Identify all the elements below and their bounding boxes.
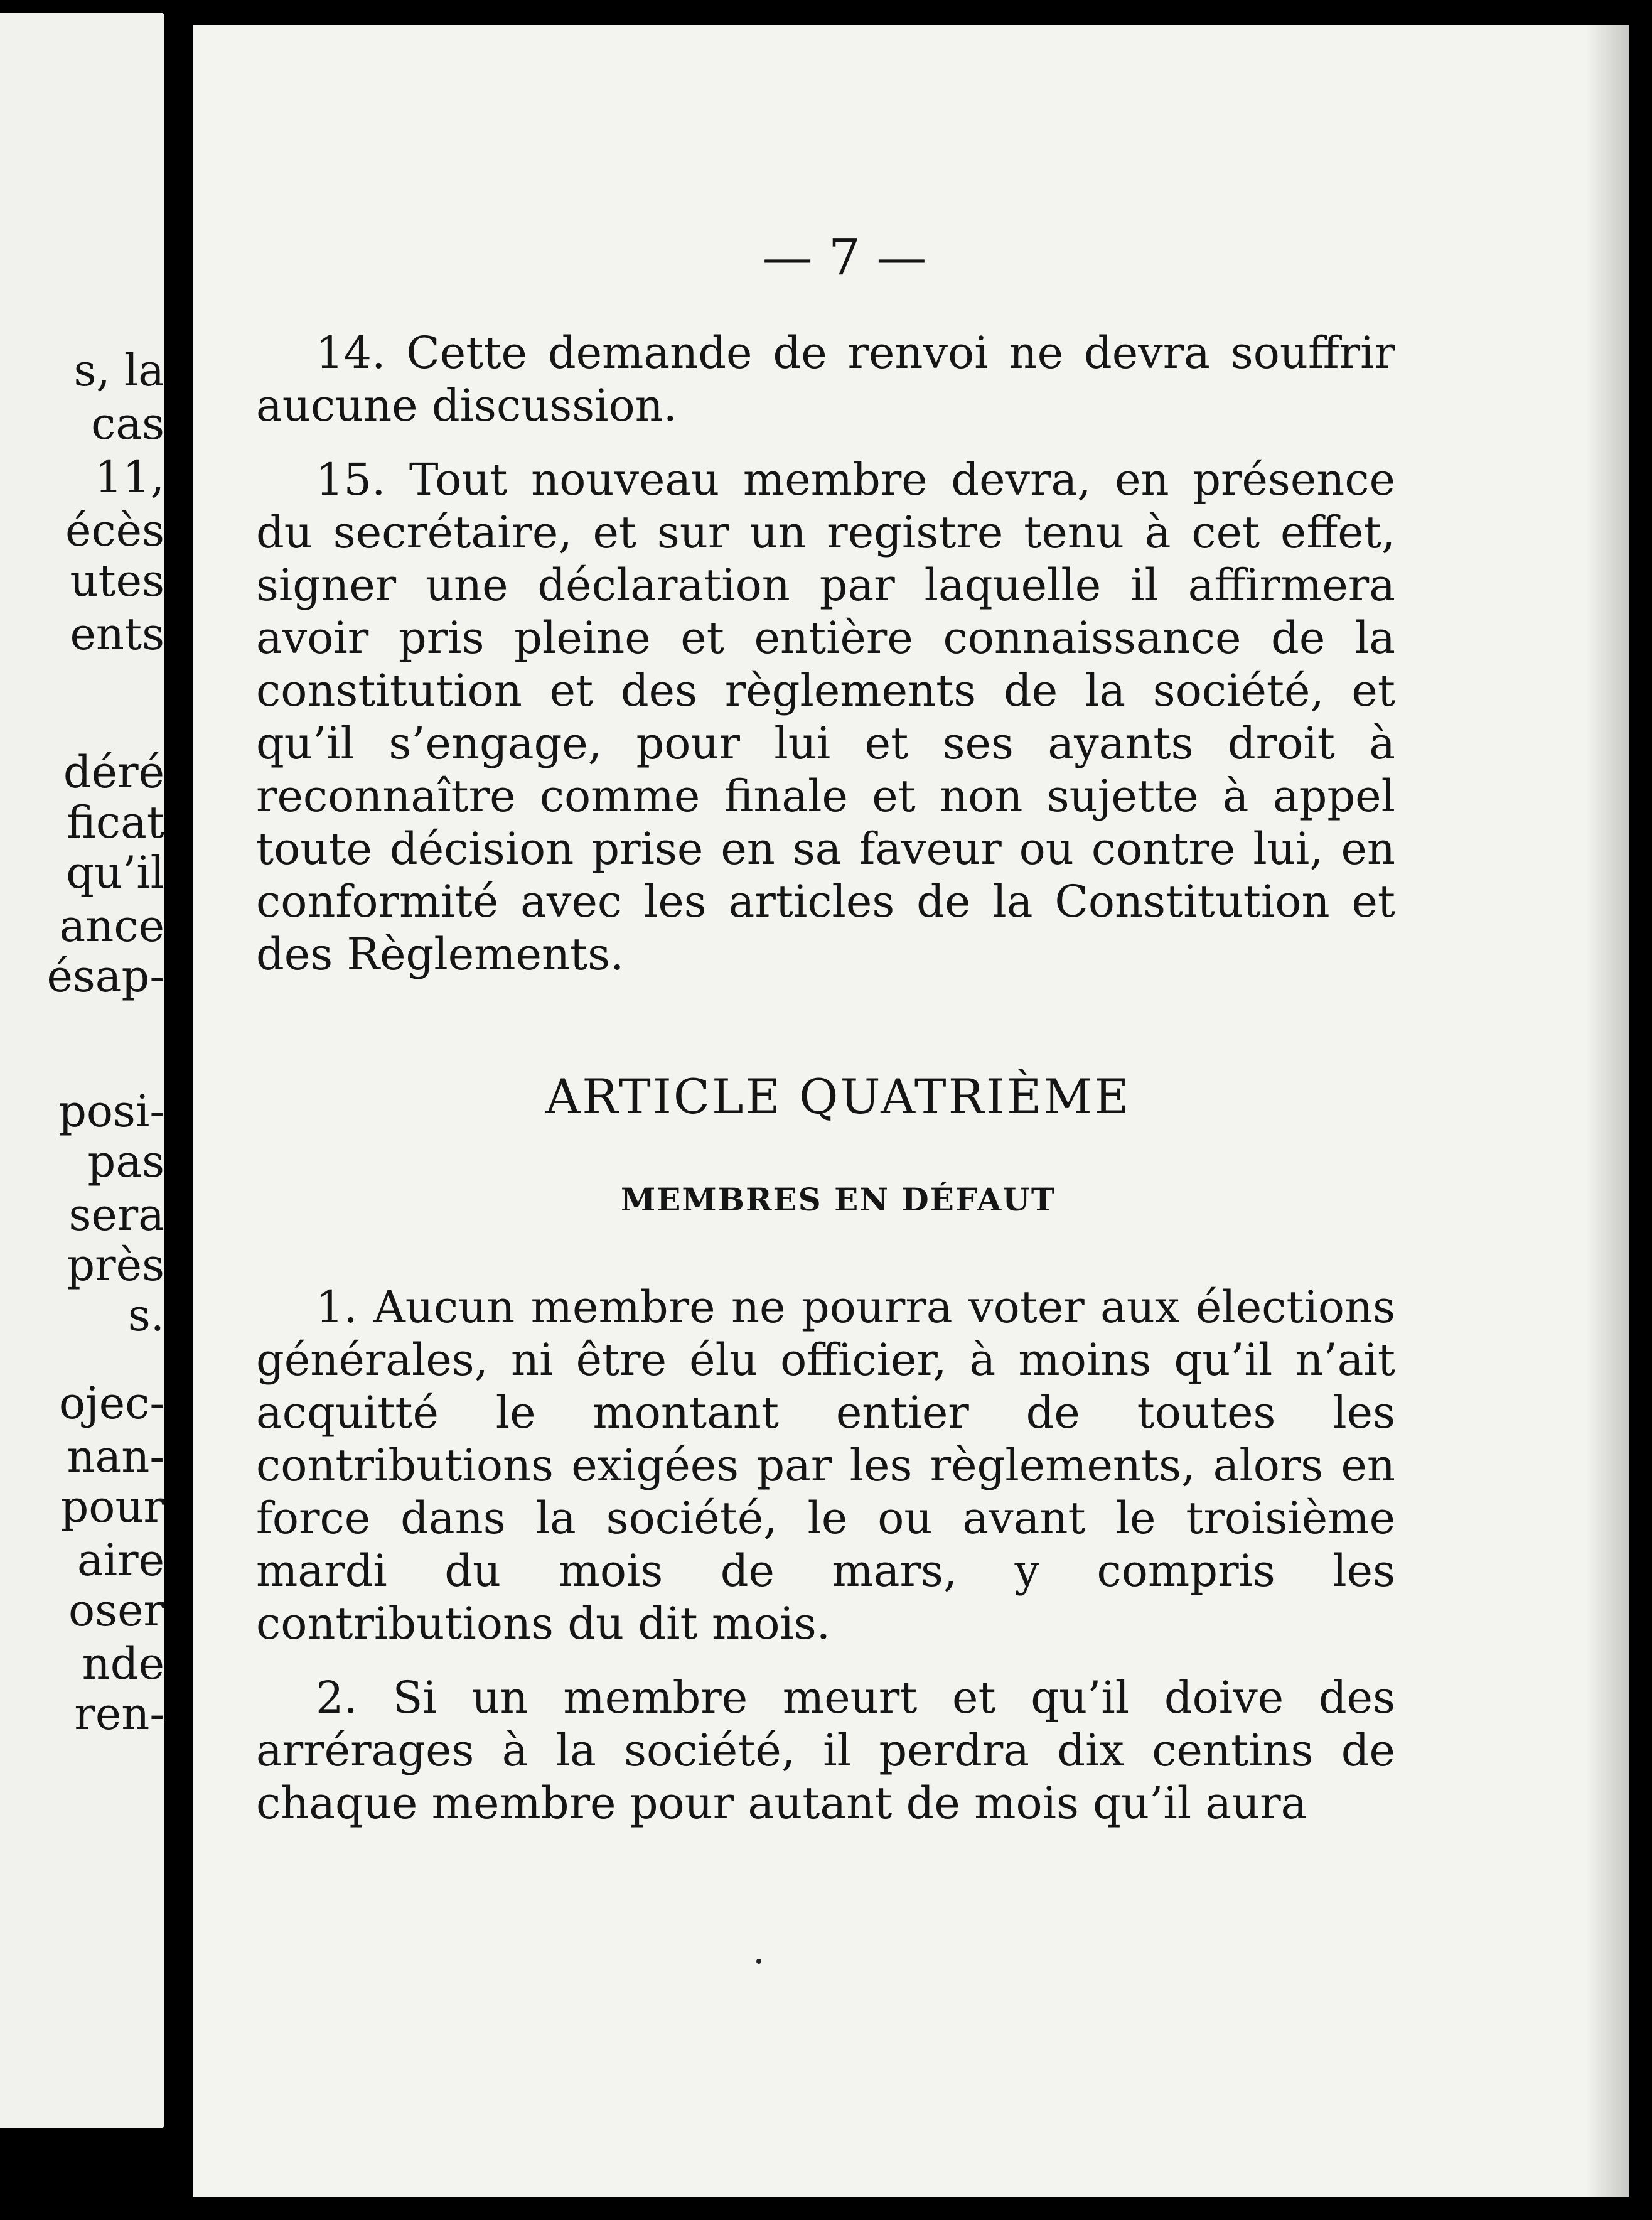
left-page-fragment: aire	[77, 1534, 164, 1586]
ink-speck	[756, 1959, 761, 1964]
page-edge-shadow	[1585, 25, 1629, 2197]
paragraph-15: 15. Tout nouveau membre devra, en présence du secrétaire, et sur un registre tenu à cet effet, signer une déclaration par laquelle il affirmera avoir pris pleine et entière connaissance de la constitution et des règlements de la société, et qu’il s’engage, pour lui et ses ayants droit à reconnaître comme finale et non sujette à appel toute décision prise en sa faveur ou contre lui, en conformité avec les articles de la Constitution et des Règlements.	[256, 454, 1395, 980]
left-page-fragment: écès	[65, 505, 164, 556]
left-page-fragment: pas	[87, 1136, 164, 1187]
left-page-fragment: ésap-	[46, 951, 164, 1002]
paragraph-2: 2. Si un membre meurt et qu’il doive des arrérages à la société, il perdra dix centins de chaque membre pour autant de mois qu’il aura	[256, 1672, 1395, 1829]
left-page-fragment: déré	[63, 746, 164, 798]
left-page-fragment: ficat	[67, 797, 164, 848]
left-page-fragment: utes	[70, 555, 164, 606]
section-title: MEMBRES EN DÉFAUT	[620, 1181, 1056, 1218]
left-page-fragment: s.	[127, 1290, 164, 1341]
left-page-fragment: oser	[68, 1585, 164, 1636]
left-page-fragment: cas	[91, 398, 164, 450]
left-page-fragment: sera	[68, 1189, 164, 1241]
left-page-fragment: ren-	[74, 1688, 164, 1740]
left-page	[0, 13, 164, 2128]
left-page-fragment: ents	[70, 608, 164, 660]
book-spine	[164, 0, 193, 2220]
left-page-fragment: ojec-	[58, 1377, 164, 1429]
left-page-fragment: ance	[59, 900, 164, 952]
right-page	[193, 25, 1629, 2197]
left-page-fragment: nan-	[67, 1431, 164, 1482]
left-page-fragment: pour	[60, 1481, 164, 1533]
left-page-fragment: qu’il	[66, 847, 164, 898]
left-page-fragment: nde	[82, 1638, 164, 1689]
left-page-fragment: 11,	[94, 451, 164, 503]
paragraph-14: 14. Cette demande de renvoi ne devra souffrir aucune discussion.	[256, 327, 1395, 431]
page-number: — 7 —	[762, 228, 927, 286]
article-title: ARTICLE QUATRIÈME	[545, 1069, 1131, 1124]
left-page-fragment: posi-	[58, 1086, 164, 1137]
paragraph-1: 1. Aucun membre ne pourra voter aux élections générales, ni être élu officier, à moins qu’il n’ait acquitté le montant entier de toutes les contributions exigées par les règlements, alors en force dans la société, le ou avant le troisième mardi du mois de mars, y compris les contributions du dit mois.	[256, 1281, 1395, 1649]
left-page-fragment: près	[67, 1239, 164, 1291]
left-page-fragment: s, la	[73, 345, 164, 396]
page-content	[256, 228, 1395, 1851]
